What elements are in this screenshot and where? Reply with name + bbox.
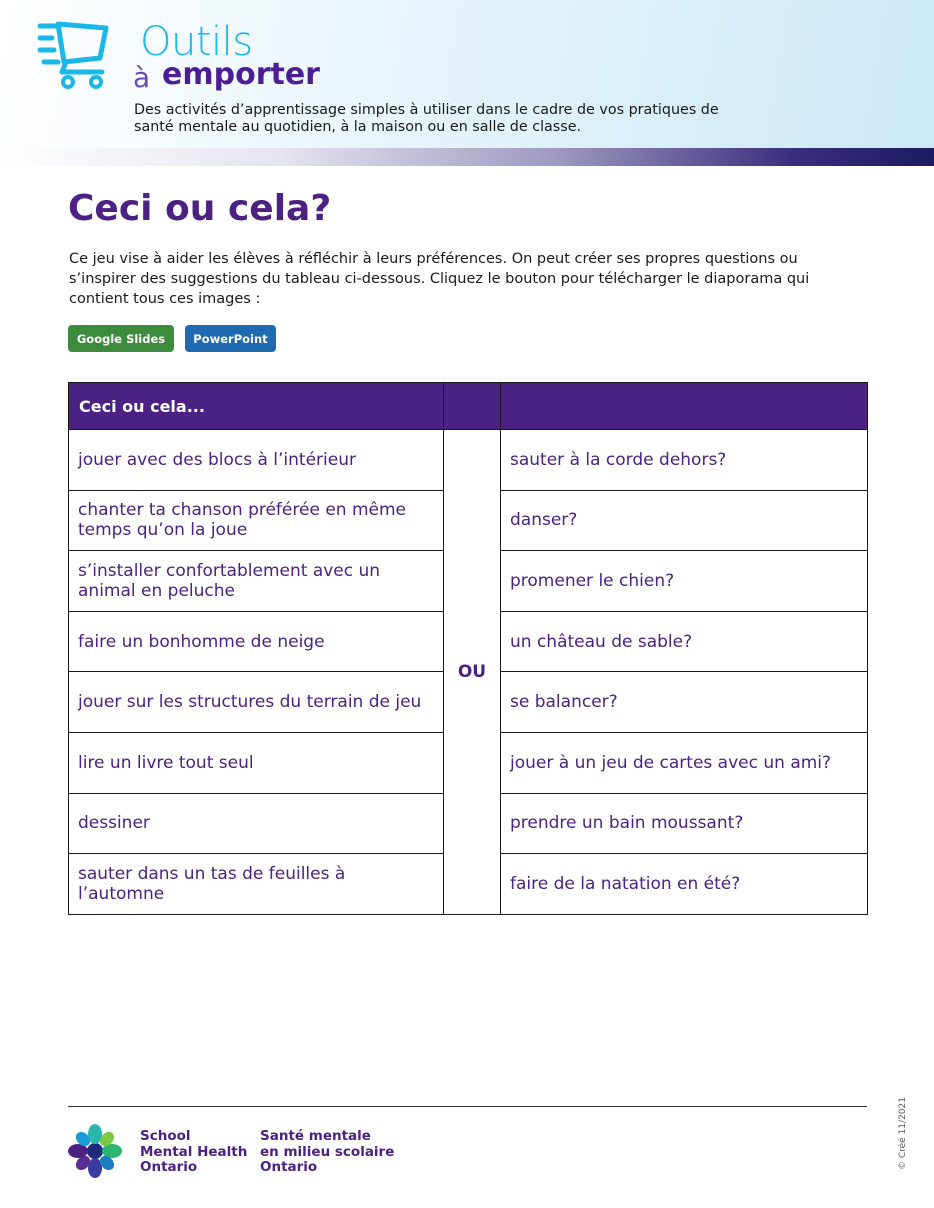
footer-org-fr: Santé mentale en milieu scolaire Ontario	[260, 1128, 395, 1175]
choices-table	[68, 382, 868, 915]
left-choice: jouer avec des blocs à l’intérieur	[69, 430, 444, 491]
left-choice: jouer sur les structures du terrain de jeu	[69, 672, 444, 733]
right-choice: un château de sable?	[501, 611, 868, 672]
shopping-cart-icon	[36, 18, 112, 90]
intro-paragraph: Ce jeu vise à aider les élèves à réfléchir à leurs préférences. On peut créer ses propres questions ou s’inspirer des suggestions du tableau ci-dessous. Cliquez le bouton pour télécharger le diaporama qui contient tous ces images :	[69, 251, 810, 307]
table-header-mid	[444, 383, 501, 430]
tagline: Des activités d’apprentissage simples à utiliser dans le cadre de vos pratiques de santé mentale au quotidien, à la maison ou en salle de classe.	[134, 102, 719, 135]
google-slides-button[interactable]: Google Slides	[68, 325, 174, 352]
logo-outils-text: Outils	[140, 19, 253, 65]
left-choice: faire un bonhomme de neige	[69, 611, 444, 672]
table-header-row	[69, 383, 868, 430]
table-header-right	[501, 383, 868, 430]
right-choice: danser?	[501, 490, 868, 551]
page-title: Ceci ou cela?	[68, 188, 332, 229]
left-choice: chanter ta chanson préférée en même temps qu’on la joue	[69, 490, 444, 551]
right-choice: sauter à la corde dehors?	[501, 430, 868, 491]
logo-a-text: à	[133, 61, 151, 94]
right-choice: prendre un bain moussant?	[501, 793, 868, 854]
left-choice: dessiner	[69, 793, 444, 854]
right-choice: promener le chien?	[501, 551, 868, 612]
left-choice: s’installer confortablement avec un animal en peluche	[69, 551, 444, 612]
header-gradient-band	[0, 148, 934, 166]
header-banner	[0, 0, 934, 148]
table-row	[69, 430, 868, 491]
powerpoint-button[interactable]: PowerPoint	[185, 325, 276, 352]
left-choice: lire un livre tout seul	[69, 732, 444, 793]
table-header-left: Ceci ou cela...	[69, 383, 444, 430]
footer-divider	[68, 1106, 867, 1107]
smho-flower-logo-icon	[68, 1124, 122, 1178]
logo-emporter-text: emporter	[162, 57, 320, 92]
right-choice: faire de la natation en été?	[501, 854, 868, 915]
footer-org-en: School Mental Health Ontario	[140, 1128, 248, 1175]
right-choice: se balancer?	[501, 672, 868, 733]
right-choice: jouer à un jeu de cartes avec un ami?	[501, 732, 868, 793]
ou-separator: OU	[444, 430, 501, 915]
copyright-note: © Créé 11/2021	[898, 1097, 908, 1170]
left-choice: sauter dans un tas de feuilles à l’automne	[69, 854, 444, 915]
